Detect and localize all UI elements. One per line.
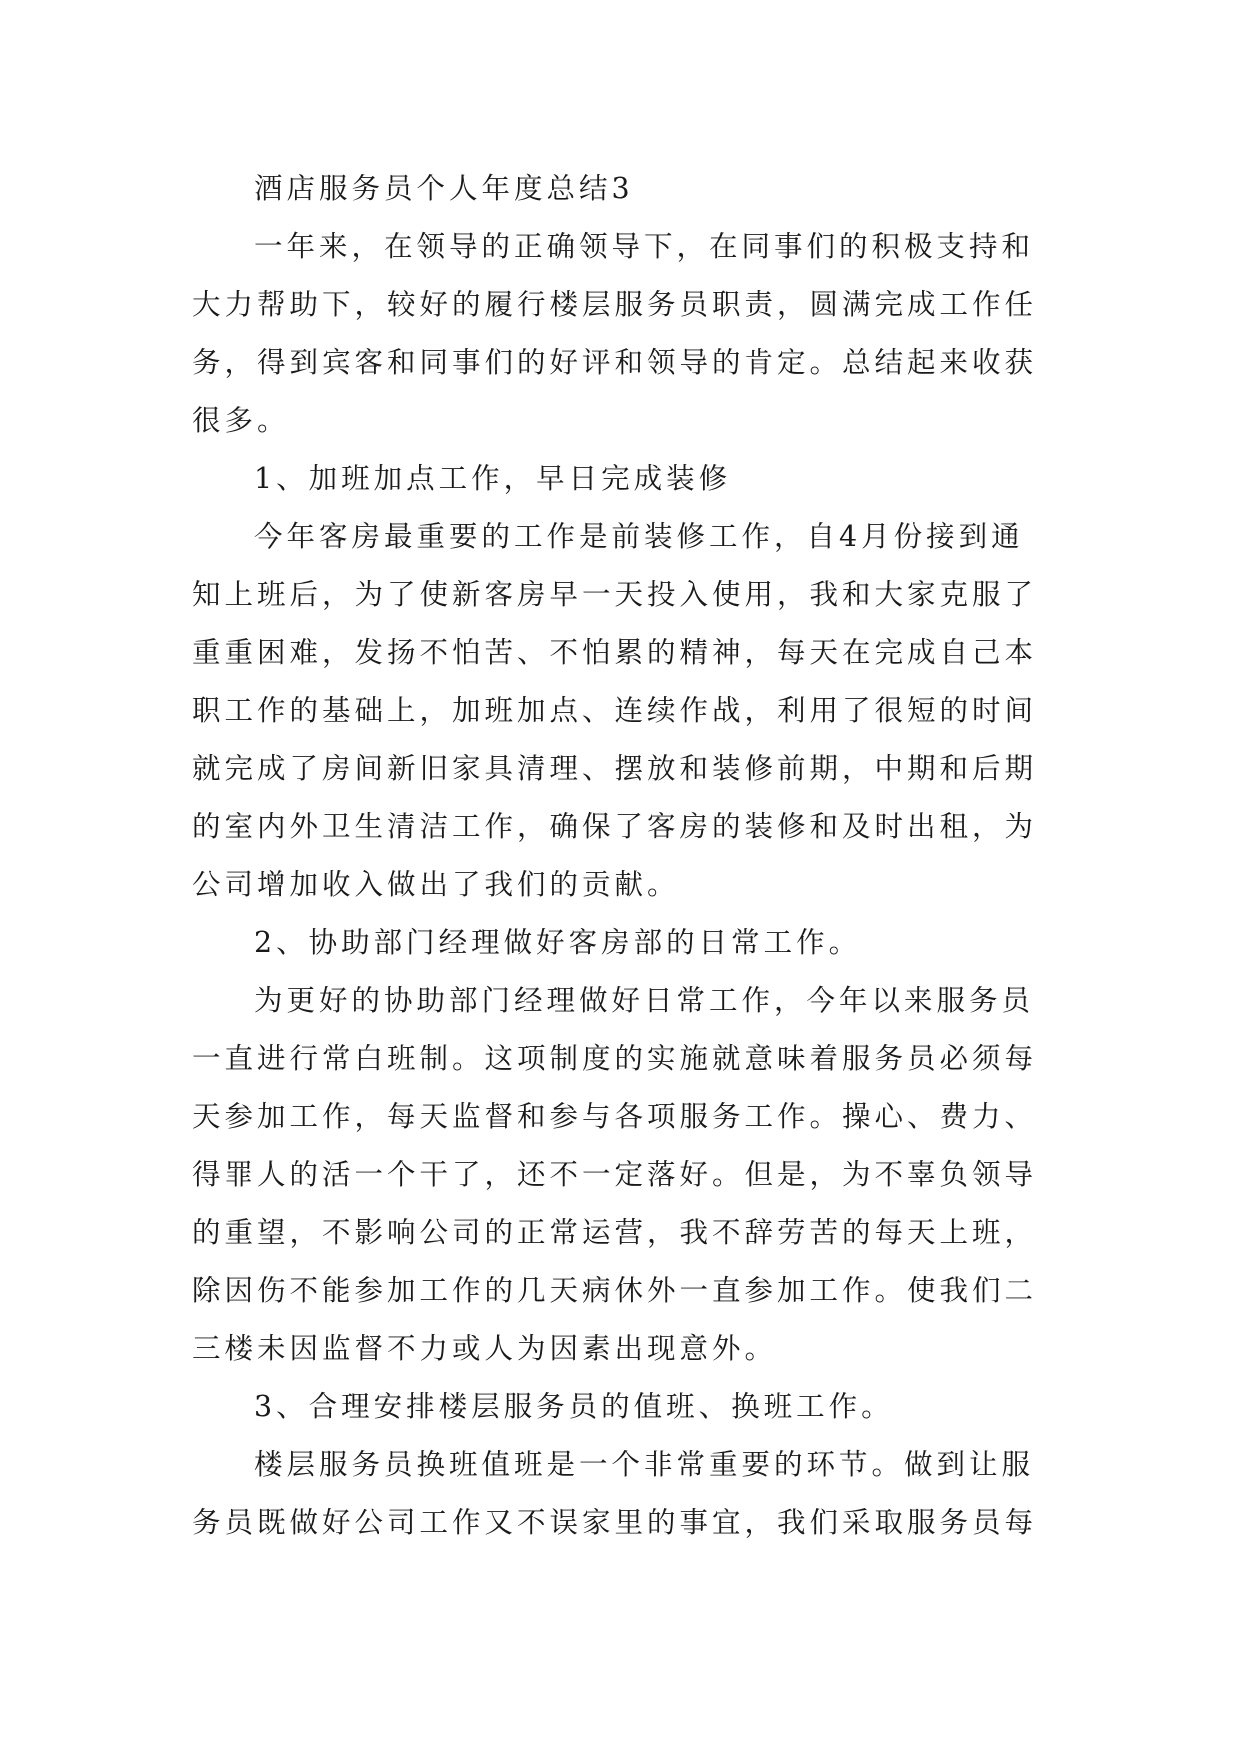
paragraph-line: 楼层服务员换班值班是一个非常重要的环节。做到让服 <box>254 1448 1035 1481</box>
paragraph-line: 为更好的协助部门经理做好日常工作，今年以来服务员 <box>254 984 1035 1017</box>
paragraph-line: 三楼未因监督不力或人为因素出现意外。 <box>192 1332 778 1365</box>
section-heading: 2、协助部门经理做好客房部的日常工作。 <box>254 926 862 959</box>
paragraph-line: 务，得到宾客和同事们的好评和领导的肯定。总结起来收获 <box>192 346 1038 379</box>
paragraph-line: 得罪人的活一个干了，还不一定落好。但是，为不辜负领导 <box>192 1158 1038 1191</box>
paragraph-line: 一年来，在领导的正确领导下，在同事们的积极支持和 <box>254 230 1035 263</box>
paragraph-line: 务员既做好公司工作又不误家里的事宜，我们采取服务员每 <box>192 1506 1038 1539</box>
paragraph-line: 很多。 <box>192 404 290 437</box>
document-body <box>192 160 1050 1552</box>
paragraph-line: 重重困难，发扬不怕苦、不怕累的精神，每天在完成自己本 <box>192 636 1038 669</box>
paragraph-line: 知上班后，为了使新客房早一天投入使用，我和大家克服了 <box>192 578 1038 611</box>
paragraph-line: 的重望，不影响公司的正常运营，我不辞劳苦的每天上班， <box>192 1216 1038 1249</box>
paragraph-line: 一直进行常白班制。这项制度的实施就意味着服务员必须每 <box>192 1042 1038 1075</box>
paragraph-line: 除因伤不能参加工作的几天病休外一直参加工作。使我们二 <box>192 1274 1038 1307</box>
paragraph-line: 天参加工作，每天监督和参与各项服务工作。操心、费力、 <box>192 1100 1038 1133</box>
document-title: 酒店服务员个人年度总结3 <box>254 172 634 205</box>
paragraph-line: 职工作的基础上，加班加点、连续作战，利用了很短的时间 <box>192 694 1038 727</box>
section-heading: 1、加班加点工作，早日完成装修 <box>254 462 732 495</box>
section-heading: 3、合理安排楼层服务员的值班、换班工作。 <box>254 1390 894 1423</box>
paragraph-line: 大力帮助下，较好的履行楼层服务员职责，圆满完成工作任 <box>192 288 1038 321</box>
paragraph-line: 今年客房最重要的工作是前装修工作，自4月份接到通 <box>254 520 1024 553</box>
paragraph-line: 公司增加收入做出了我们的贡献。 <box>192 868 680 901</box>
paragraph-line: 的室内外卫生清洁工作，确保了客房的装修和及时出租，为 <box>192 810 1038 843</box>
paragraph-line: 就完成了房间新旧家具清理、摆放和装修前期，中期和后期 <box>192 752 1038 785</box>
